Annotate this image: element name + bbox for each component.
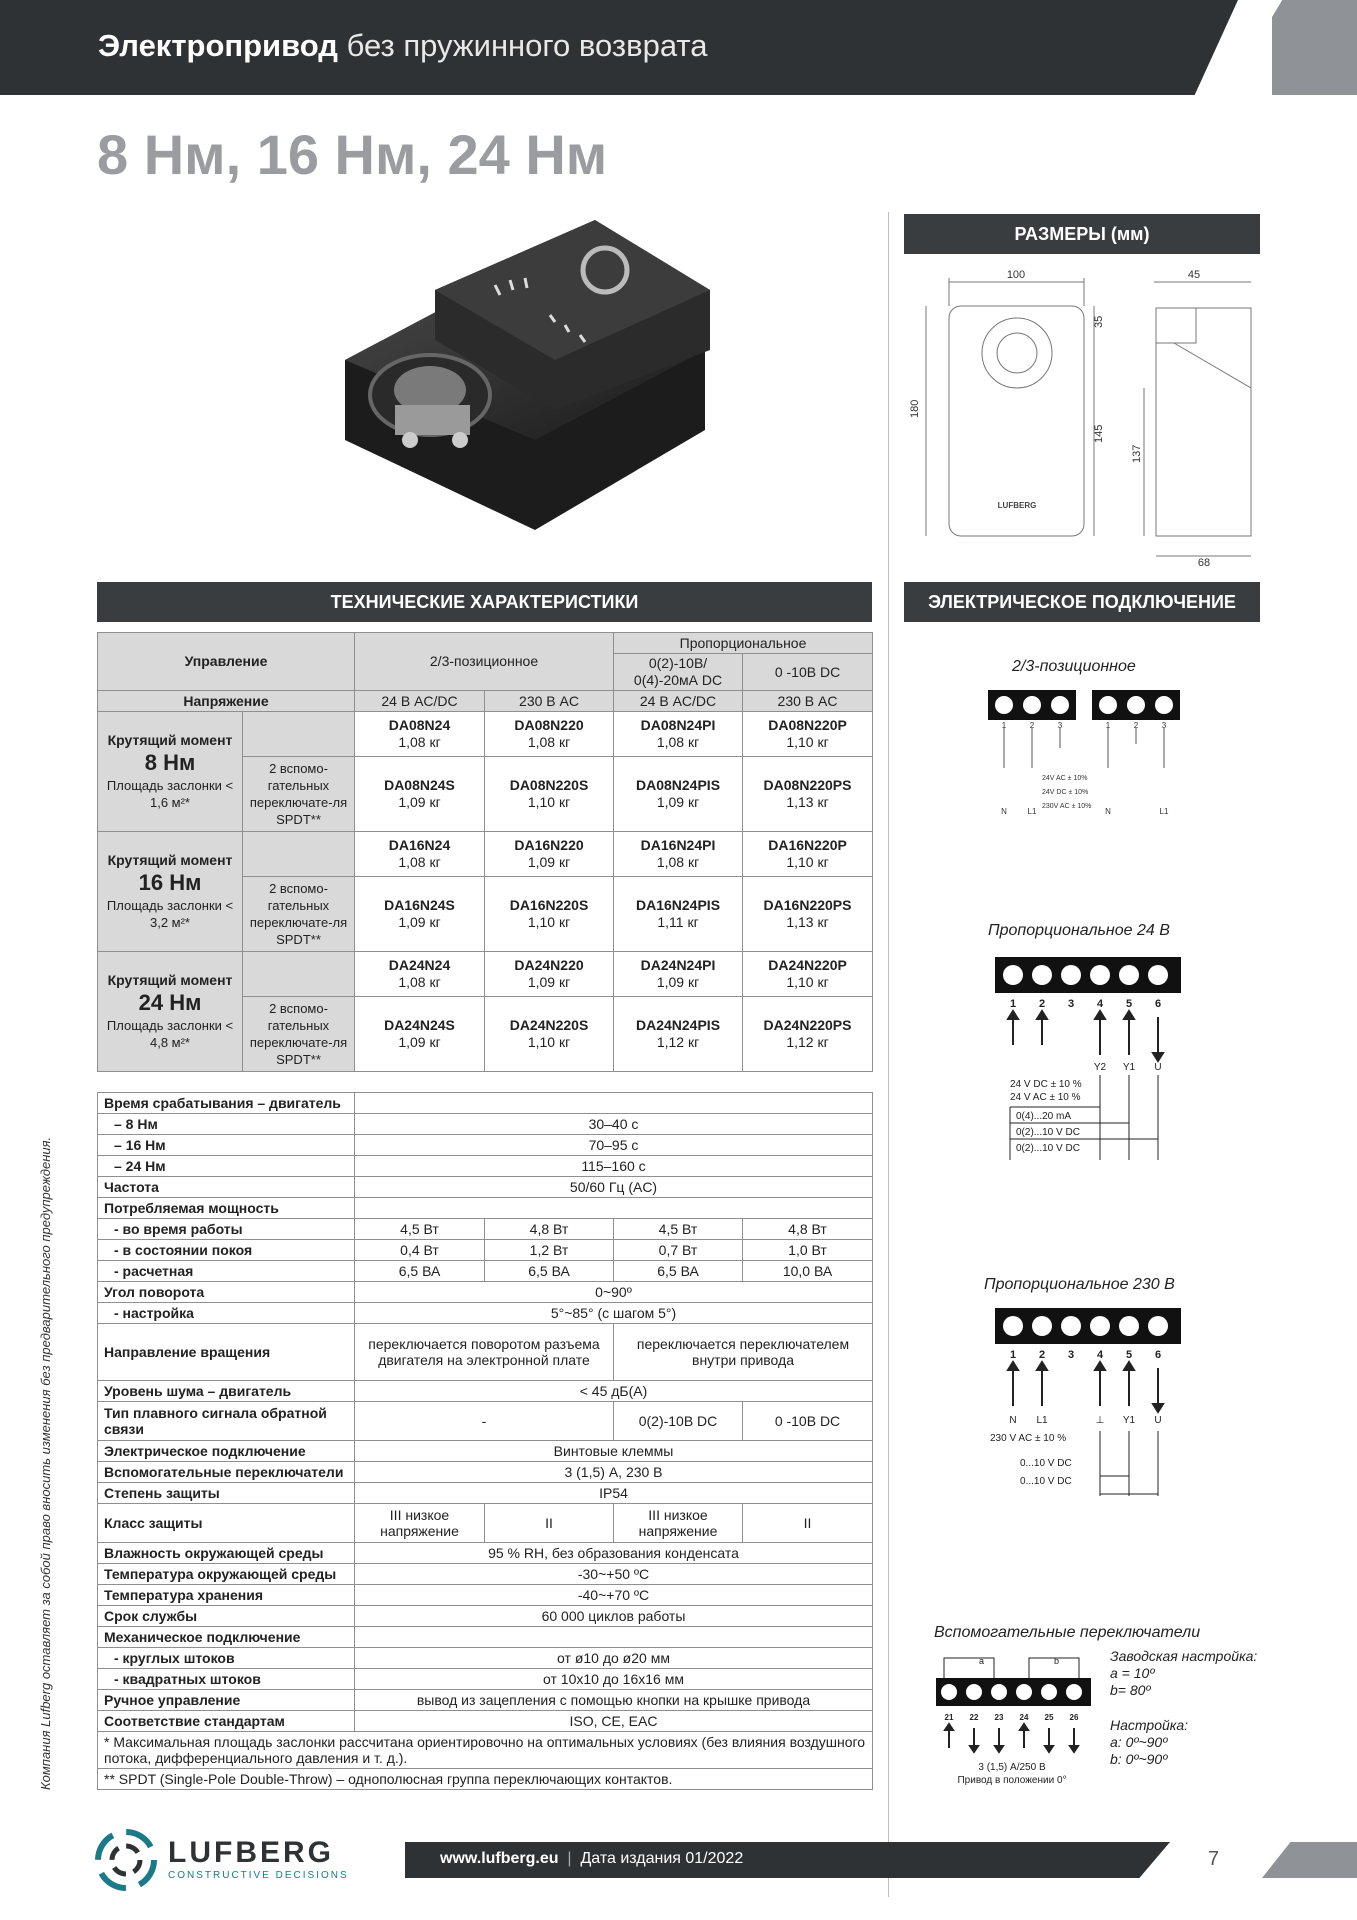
spec-value: - bbox=[355, 1402, 614, 1441]
dim-68-label: 68 bbox=[1197, 557, 1211, 568]
svg-text:25: 25 bbox=[1044, 1713, 1054, 1722]
svg-text:Y1: Y1 bbox=[1122, 1415, 1136, 1426]
dim-logo: LUFBERG bbox=[997, 501, 1037, 510]
svg-text:1: 1 bbox=[1001, 721, 1007, 730]
spec-value: переключается переключателем внутри привода bbox=[614, 1324, 873, 1381]
prop230-wiring-title: Пропорциональное 230 В bbox=[984, 1276, 1175, 1293]
spec-value: -40~+70 ºС bbox=[355, 1585, 873, 1606]
svg-text:U: U bbox=[1154, 1415, 1162, 1426]
disclaimer-side-text: Компания Lufberg оставляет за собой право вносить изменения без предварительного предупреждения. bbox=[38, 1136, 53, 1790]
model-cell: DA08N220P 1,10 кг bbox=[743, 712, 873, 757]
spec-value bbox=[355, 1198, 873, 1219]
spec-label: Электрическое подключение bbox=[98, 1441, 355, 1462]
model-cell: DA24N220P 1,10 кг bbox=[743, 952, 873, 997]
spec-label: Соответствие стандартам bbox=[98, 1711, 355, 1732]
spec-label: Направление вращения bbox=[98, 1324, 355, 1381]
spec-value: 5°~85° (с шагом 5°) bbox=[355, 1303, 873, 1324]
spec-label: Степень защиты bbox=[98, 1483, 355, 1504]
model-cell: DA24N24PI 1,09 кг bbox=[614, 952, 743, 997]
spec-value: 4,8 Вт bbox=[485, 1219, 614, 1240]
spec-value: от 10x10 до 16x16 мм bbox=[355, 1669, 873, 1690]
svg-text:23: 23 bbox=[994, 1713, 1004, 1722]
svg-text:6: 6 bbox=[1154, 1349, 1162, 1361]
issue-date: Дата издания 01/2022 bbox=[580, 1850, 744, 1867]
base-option bbox=[243, 832, 355, 877]
spec-table bbox=[97, 1092, 873, 1790]
spec-label: Температура хранения bbox=[98, 1585, 355, 1606]
spec-value: II bbox=[485, 1504, 614, 1543]
prop24-wiring-title: Пропорциональное 24 В bbox=[988, 922, 1170, 939]
v24ac-label: 24 V AC ± 10 % bbox=[1010, 1092, 1081, 1103]
spec-value: 1,2 Вт bbox=[485, 1240, 614, 1261]
spec-value: 4,8 Вт bbox=[743, 1219, 873, 1240]
svg-text:1: 1 bbox=[1009, 1349, 1017, 1361]
spec-label: Тип плавного сигнала обратной связи bbox=[98, 1402, 355, 1441]
spec-value: 0,4 Вт bbox=[355, 1240, 485, 1261]
spec-value: 95 % RH, без образования конденсата bbox=[355, 1543, 873, 1564]
spec-label: Уровень шума – двигатель bbox=[98, 1381, 355, 1402]
model-cell: DA24N220 1,09 кг bbox=[485, 952, 614, 997]
prop230-wiring-diagram bbox=[990, 1306, 1190, 1506]
model-cell: DA08N24PIS 1,09 кг bbox=[614, 757, 743, 832]
spec-label: – 8 Нм bbox=[98, 1114, 355, 1135]
model-cell: DA16N24PI 1,08 кг bbox=[614, 832, 743, 877]
svg-text:a: a bbox=[979, 1656, 985, 1666]
spec-value: 70–95 с bbox=[355, 1135, 873, 1156]
voltage-cell: 24 В AC/DC bbox=[614, 691, 743, 712]
spec-label: Температура окружающей среды bbox=[98, 1564, 355, 1585]
spec-label: Угол поворота bbox=[98, 1282, 355, 1303]
svg-text:⊥: ⊥ bbox=[1095, 1415, 1105, 1426]
voltage-label: Напряжение bbox=[98, 691, 355, 712]
svg-text:2: 2 bbox=[1038, 1349, 1046, 1361]
dim-width-label: 100 bbox=[1006, 269, 1026, 281]
prop24-wiring-diagram bbox=[990, 955, 1190, 1175]
signal-ma-label: 0(4)...20 mA bbox=[1016, 1111, 1072, 1122]
header-title: Электропривод без пружинного возврата bbox=[98, 28, 708, 63]
svg-text:N: N bbox=[1009, 1415, 1017, 1426]
spec-value: 3 (1,5) А, 230 В bbox=[355, 1462, 873, 1483]
voltage-cell: 230 В AC bbox=[743, 691, 873, 712]
base-option bbox=[243, 952, 355, 997]
spec-label: Время срабатывания – двигатель bbox=[98, 1093, 355, 1114]
model-cell: DA16N24 1,08 кг bbox=[355, 832, 485, 877]
svg-text:U: U bbox=[1154, 1062, 1162, 1073]
model-cell: DA08N24S 1,09 кг bbox=[355, 757, 485, 832]
spec-value bbox=[355, 1627, 873, 1648]
footnote-2: ** SPDT (Single-Pole Double-Throw) – однополюсная группа переключающих контактов. bbox=[98, 1769, 873, 1790]
footer-corner bbox=[1262, 1842, 1357, 1878]
header-corner-tab bbox=[1272, 0, 1357, 95]
svg-text:2: 2 bbox=[1133, 721, 1139, 730]
spec-value: 6,5 ВА bbox=[485, 1261, 614, 1282]
signal230b-label: 0...10 V DC bbox=[1020, 1476, 1072, 1487]
spec-value: 50/60 Гц (AC) bbox=[355, 1177, 873, 1198]
spec-label: - настройка bbox=[98, 1303, 355, 1324]
torque-group-16: Крутящий момент 16 Нм Площадь заслонки < 3,2 м²* bbox=[98, 832, 243, 952]
svg-text:24V AC ± 10%: 24V AC ± 10% bbox=[1042, 775, 1088, 782]
model-cell: DA16N220PS 1,13 кг bbox=[743, 877, 873, 952]
spec-value: переключается поворотом разъема двигателя на электронной плате bbox=[355, 1324, 614, 1381]
page-number: 7 bbox=[1208, 1848, 1220, 1870]
svg-text:4: 4 bbox=[1096, 1349, 1104, 1361]
svg-text:N: N bbox=[1001, 807, 1007, 816]
svg-text:Y1: Y1 bbox=[1122, 1062, 1136, 1073]
spec-value: 1,0 Вт bbox=[743, 1240, 873, 1261]
spec-value: IP54 bbox=[355, 1483, 873, 1504]
dim-145-label: 145 bbox=[1093, 424, 1105, 443]
spec-label: Ручное управление bbox=[98, 1690, 355, 1711]
svg-text:N: N bbox=[1105, 807, 1111, 816]
svg-text:Y2: Y2 bbox=[1093, 1062, 1107, 1073]
spec-value: -30~+50 ºС bbox=[355, 1564, 873, 1585]
svg-text:b: b bbox=[1054, 1656, 1060, 1666]
svg-text:6: 6 bbox=[1154, 998, 1162, 1010]
model-cell: DA16N220S 1,10 кг bbox=[485, 877, 614, 952]
spec-value: III низкое напряжение bbox=[355, 1504, 485, 1543]
pos-wiring-title: 2/3-позиционное bbox=[1012, 658, 1136, 675]
svg-text:230V AC ± 10%: 230V AC ± 10% bbox=[1042, 803, 1092, 810]
dim-height-label: 180 bbox=[909, 399, 921, 418]
signal230a-label: 0...10 V DC bbox=[1020, 1458, 1072, 1469]
base-option bbox=[243, 712, 355, 757]
model-cell: DA16N220 1,09 кг bbox=[485, 832, 614, 877]
dim-35-label: 35 bbox=[1093, 315, 1105, 328]
svg-text:5: 5 bbox=[1125, 1349, 1133, 1361]
svg-text:3: 3 bbox=[1057, 721, 1063, 730]
tech-heading: ТЕХНИЧЕСКИЕ ХАРАКТЕРИСТИКИ bbox=[97, 582, 872, 622]
svg-text:5: 5 bbox=[1125, 998, 1133, 1010]
spdt-option: 2 вспомо-гательных переключате-ля SPDT** bbox=[243, 757, 355, 832]
model-cell: DA08N24 1,08 кг bbox=[355, 712, 485, 757]
spec-label: Срок службы bbox=[98, 1606, 355, 1627]
model-cell: DA16N24S 1,09 кг bbox=[355, 877, 485, 952]
footer-text: www.lufberg.eu | Дата издания 01/2022 bbox=[440, 1850, 744, 1867]
aux-wiring-diagram bbox=[934, 1648, 1094, 1788]
column-divider bbox=[888, 212, 889, 1897]
model-cell: DA16N24PIS 1,11 кг bbox=[614, 877, 743, 952]
spec-value: 0~90º bbox=[355, 1282, 873, 1303]
model-cell: DA16N220P 1,10 кг bbox=[743, 832, 873, 877]
spec-value: от ø10 до ø20 мм bbox=[355, 1648, 873, 1669]
lufberg-logo-icon bbox=[92, 1826, 160, 1894]
voltage-cell: 230 В AC bbox=[485, 691, 614, 712]
brand-name: LUFBERG bbox=[168, 1836, 334, 1869]
model-cell: DA08N220PS 1,13 кг bbox=[743, 757, 873, 832]
model-cell: DA08N220S 1,10 кг bbox=[485, 757, 614, 832]
svg-text:L1: L1 bbox=[1159, 807, 1169, 816]
model-cell: DA24N24S 1,09 кг bbox=[355, 997, 485, 1072]
spec-value: II bbox=[743, 1504, 873, 1543]
svg-text:3: 3 bbox=[1161, 721, 1167, 730]
spec-value: Винтовые клеммы bbox=[355, 1441, 873, 1462]
svg-text:4: 4 bbox=[1096, 998, 1104, 1010]
model-cell: DA24N220S 1,10 кг bbox=[485, 997, 614, 1072]
spec-value: 10,0 ВА bbox=[743, 1261, 873, 1282]
svg-text:1: 1 bbox=[1105, 721, 1111, 730]
dimensions-drawing bbox=[904, 268, 1260, 568]
spec-label: - квадратных штоков bbox=[98, 1669, 355, 1690]
svg-text:3: 3 bbox=[1067, 998, 1075, 1010]
proportional-header: Пропорциональное bbox=[614, 633, 873, 654]
spec-label: Класс защиты bbox=[98, 1504, 355, 1543]
v24dc-label: 24 V DC ± 10 % bbox=[1010, 1079, 1082, 1090]
aux-settings: Заводская настройка: a = 10º b= 80º Настройка: a: 0º~90º b: 0º~90º bbox=[1110, 1648, 1258, 1767]
positional-header: 2/3-позиционное bbox=[355, 633, 614, 691]
control-label: Управление bbox=[98, 633, 355, 691]
voltage-cell: 24 В AC/DC bbox=[355, 691, 485, 712]
website-link[interactable]: www.lufberg.eu bbox=[440, 1850, 559, 1867]
spec-label: - во время работы bbox=[98, 1219, 355, 1240]
dimensions-heading: РАЗМЕРЫ (мм) bbox=[904, 214, 1260, 254]
spec-label: Частота bbox=[98, 1177, 355, 1198]
brand-tagline: CONSTRUCTIVE DECISIONS bbox=[168, 1870, 349, 1881]
svg-text:1: 1 bbox=[1009, 998, 1017, 1010]
spec-label: - круглых штоков bbox=[98, 1648, 355, 1669]
svg-text:L1: L1 bbox=[1027, 807, 1037, 816]
spec-label: Влажность окружающей среды bbox=[98, 1543, 355, 1564]
spec-value: III низкое напряжение bbox=[614, 1504, 743, 1543]
model-cell: DA08N24PI 1,08 кг bbox=[614, 712, 743, 757]
spec-value: вывод из зацепления с помощью кнопки на крышке привода bbox=[355, 1690, 873, 1711]
spec-label: - в состоянии покоя bbox=[98, 1240, 355, 1261]
spec-value: 0 -10В DC bbox=[743, 1402, 873, 1441]
spec-label: – 24 Нм bbox=[98, 1156, 355, 1177]
models-table bbox=[97, 632, 873, 1072]
spec-value: 6,5 ВА bbox=[355, 1261, 485, 1282]
spec-value: < 45 дБ(А) bbox=[355, 1381, 873, 1402]
spec-value: 0(2)-10В DC bbox=[614, 1402, 743, 1441]
spec-value: 60 000 циклов работы bbox=[355, 1606, 873, 1627]
svg-text:L1: L1 bbox=[1036, 1415, 1048, 1426]
spec-label: Вспомогательные переключатели bbox=[98, 1462, 355, 1483]
torque-group-8: Крутящий момент 8 Нм Площадь заслонки < 1,6 м²* bbox=[98, 712, 243, 832]
svg-text:21: 21 bbox=[944, 1713, 954, 1722]
spec-value: 6,5 ВА bbox=[614, 1261, 743, 1282]
signal-v2-label: 0(2)...10 V DC bbox=[1016, 1143, 1080, 1154]
page-title: 8 Нм, 16 Нм, 24 Нм bbox=[97, 123, 608, 186]
spec-label: - расчетная bbox=[98, 1261, 355, 1282]
spec-value: 30–40 с bbox=[355, 1114, 873, 1135]
spec-value: 0,7 Вт bbox=[614, 1240, 743, 1261]
svg-text:24: 24 bbox=[1019, 1713, 1029, 1722]
prop-signal-b: 0 -10В DC bbox=[743, 654, 873, 691]
spec-value: ISO, CE, EAC bbox=[355, 1711, 873, 1732]
model-cell: DA08N220 1,08 кг bbox=[485, 712, 614, 757]
torque-group-24: Крутящий момент 24 Нм Площадь заслонки < 4,8 м²* bbox=[98, 952, 243, 1072]
aux-rating-label: 3 (1,5) А/250 В bbox=[978, 1762, 1046, 1773]
model-cell: DA24N24 1,08 кг bbox=[355, 952, 485, 997]
dim-137-label: 137 bbox=[1131, 444, 1143, 463]
spec-label: Механическое подключение bbox=[98, 1627, 355, 1648]
v230-label: 230 V AC ± 10 % bbox=[990, 1433, 1067, 1444]
spec-label: – 16 Нм bbox=[98, 1135, 355, 1156]
aux-position-label: Привод в положении 0° bbox=[957, 1775, 1067, 1786]
spdt-option: 2 вспомо-гательных переключате-ля SPDT** bbox=[243, 997, 355, 1072]
svg-text:2: 2 bbox=[1029, 721, 1035, 730]
footnote-1: * Максимальная площадь заслонки рассчитана ориентировочно на оптимальных условиях (без влияния воздушного потока, дифференциального давления и т. д.). bbox=[98, 1732, 873, 1769]
svg-text:2: 2 bbox=[1038, 998, 1046, 1010]
electric-heading: ЭЛЕКТРИЧЕСКОЕ ПОДКЛЮЧЕНИЕ bbox=[904, 582, 1260, 622]
svg-text:26: 26 bbox=[1069, 1713, 1079, 1722]
spec-label: Потребляемая мощность bbox=[98, 1198, 355, 1219]
prop-signal-a: 0(2)-10В/ 0(4)-20мА DC bbox=[614, 654, 743, 691]
signal-v1-label: 0(2)...10 V DC bbox=[1016, 1127, 1080, 1138]
actuator-product-image bbox=[335, 210, 735, 560]
spdt-option: 2 вспомо-гательных переключате-ля SPDT** bbox=[243, 877, 355, 952]
spec-value: 115–160 с bbox=[355, 1156, 873, 1177]
svg-text:3: 3 bbox=[1067, 1349, 1075, 1361]
spec-value: 4,5 Вт bbox=[355, 1219, 485, 1240]
aux-wiring-title: Вспомогательные переключатели bbox=[934, 1624, 1201, 1641]
svg-text:24V DC ± 10%: 24V DC ± 10% bbox=[1042, 789, 1089, 796]
dim-depth-top-label: 45 bbox=[1187, 269, 1201, 281]
model-cell: DA24N24PIS 1,12 кг bbox=[614, 997, 743, 1072]
pos-wiring-diagram bbox=[980, 688, 1190, 828]
svg-text:22: 22 bbox=[969, 1713, 979, 1722]
spec-value bbox=[355, 1093, 873, 1114]
model-cell: DA24N220PS 1,12 кг bbox=[743, 997, 873, 1072]
spec-value: 4,5 Вт bbox=[614, 1219, 743, 1240]
